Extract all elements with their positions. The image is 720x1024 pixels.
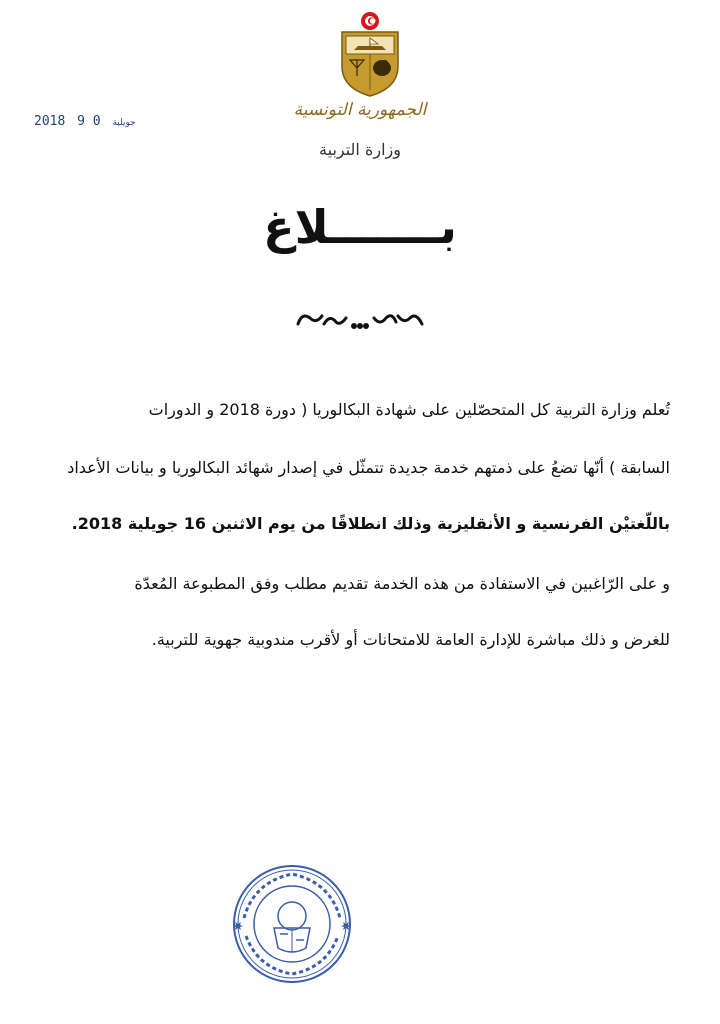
body-line-4: و على الرّاغبين في الاستفادة من هذه الخدمة تقديم مطلب وفق المطبوعة المُعدّة [134, 574, 670, 593]
body-line-3-highlight: باللّغتيْن الفرنسية و الأنقليزية وذلك انطلاقًا من يوم الاثنين 16 جويلية 2018. [71, 514, 670, 533]
body-line-2: السابقة ) أنّها تضعُ على ذمتهم خدمة جديدة تتمثّل في إصدار شهائد البكالوريا و بيانات الأعداد [67, 458, 670, 477]
official-seal-icon [230, 862, 354, 986]
date-year: 2018 [34, 114, 66, 129]
republic-heading: الجمهورية التونسية [293, 100, 427, 120]
ornament-divider-icon [292, 308, 428, 332]
date-day: 0 9 [77, 114, 101, 129]
body-line-1: تُعلم وزارة التربية كل المتحصّلين على شهادة البكالوريا ( دورة 2018 و الدورات [148, 400, 670, 419]
date-month: جويلية [112, 118, 136, 128]
tunisia-coat-of-arms-icon [338, 10, 402, 98]
document-title: بـــــــلاغ [263, 200, 457, 254]
date-stamp [34, 114, 144, 129]
ministry-heading: وزارة التربية [319, 140, 401, 159]
body-line-5: للغرض و ذلك مباشرة للإدارة العامة للامتحانات أو لأقرب مندوبية جهوية للتربية. [151, 630, 670, 649]
